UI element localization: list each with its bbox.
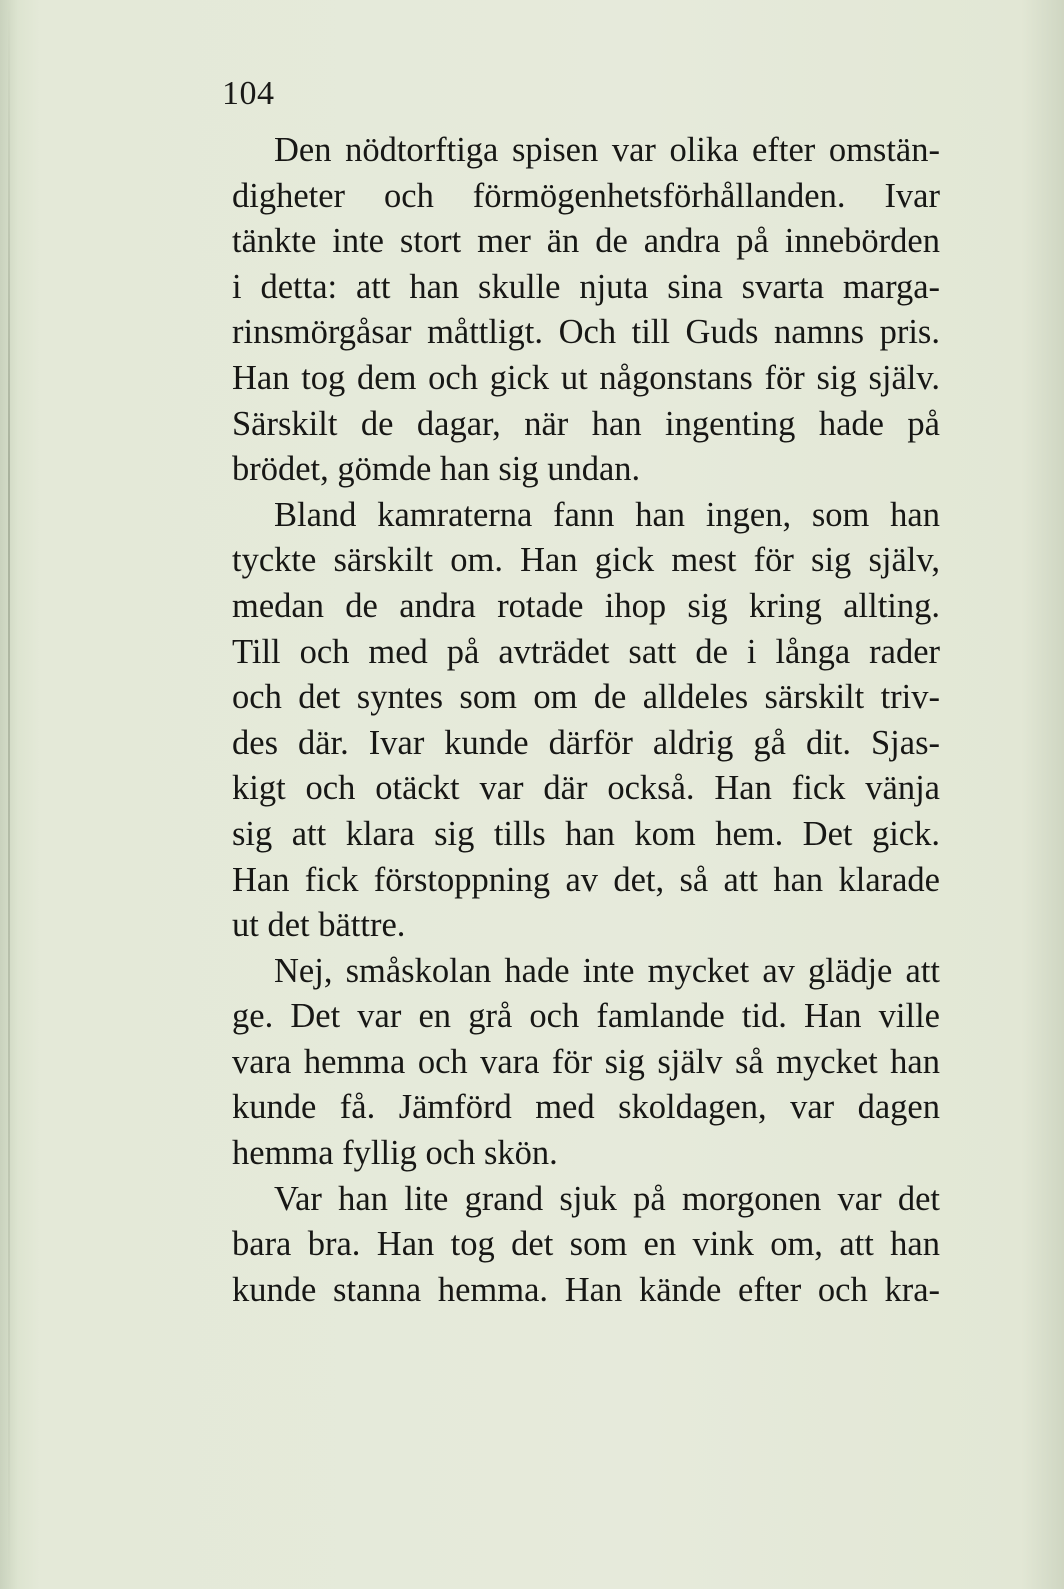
text-line: Nej, småskolan hade inte mycket av glädje att <box>274 951 940 990</box>
text-line: kigt och otäckt var där också. Han fick vänja <box>232 769 940 808</box>
text-line: vara hemma och vara för sig själv så mycket han <box>232 1042 940 1081</box>
text-line: kunde stanna hemma. Han kände efter och kra- <box>232 1270 940 1309</box>
page-number: 104 <box>222 75 275 112</box>
text-line: brödet, gömde han sig undan. <box>232 450 641 489</box>
text-line: Han tog dem och gick ut någonstans för sig själv. <box>232 358 940 397</box>
text-line: Bland kamraterna fann han ingen, som han <box>274 495 940 534</box>
paragraph-4 <box>232 1177 940 1314</box>
text-line: Han fick förstoppning av det, så att han klarade <box>232 860 940 899</box>
text-line: i detta: att han skulle njuta sina svarta marga- <box>232 267 940 306</box>
paragraph-1 <box>232 128 940 493</box>
text-line: rinsmörgåsar måttligt. Och till Guds namns pris. <box>232 313 940 352</box>
text-line: och det syntes som om de alldeles särskilt triv- <box>232 678 940 717</box>
paragraph-3 <box>232 949 940 1177</box>
text-line: tänkte inte stort mer än de andra på innebörden <box>232 222 940 261</box>
text-line: bara bra. Han tog det som en vink om, att han <box>232 1225 940 1264</box>
text-line: Var han lite grand sjuk på morgonen var det <box>274 1179 940 1218</box>
page-gutter-shadow <box>8 0 10 1589</box>
text-line: hemma fyllig och skön. <box>232 1134 558 1173</box>
body-text <box>232 128 940 1313</box>
text-line: ge. Det var en grå och famlande tid. Han ville <box>232 997 940 1036</box>
text-line: kunde få. Jämförd med skoldagen, var dagen <box>232 1088 940 1127</box>
text-line: des där. Ivar kunde därför aldrig gå dit. Sjas- <box>232 723 940 762</box>
text-line: medan de andra rotade ihop sig kring allting. <box>232 586 940 625</box>
text-line: ut det bättre. <box>232 906 406 945</box>
text-line: digheter och förmögenhetsförhållanden. Ivar <box>232 176 940 215</box>
text-line: Till och med på avträdet satt de i långa rader <box>232 632 940 671</box>
text-line: Den nödtorftiga spisen var olika efter omstän- <box>274 131 940 169</box>
text-line: sig att klara sig tills han kom hem. Det gick. <box>232 814 940 853</box>
text-line: tyckte särskilt om. Han gick mest för sig själv, <box>232 541 940 580</box>
paragraph-2 <box>232 493 940 949</box>
text-line: Särskilt de dagar, när han ingenting hade på <box>232 404 940 443</box>
